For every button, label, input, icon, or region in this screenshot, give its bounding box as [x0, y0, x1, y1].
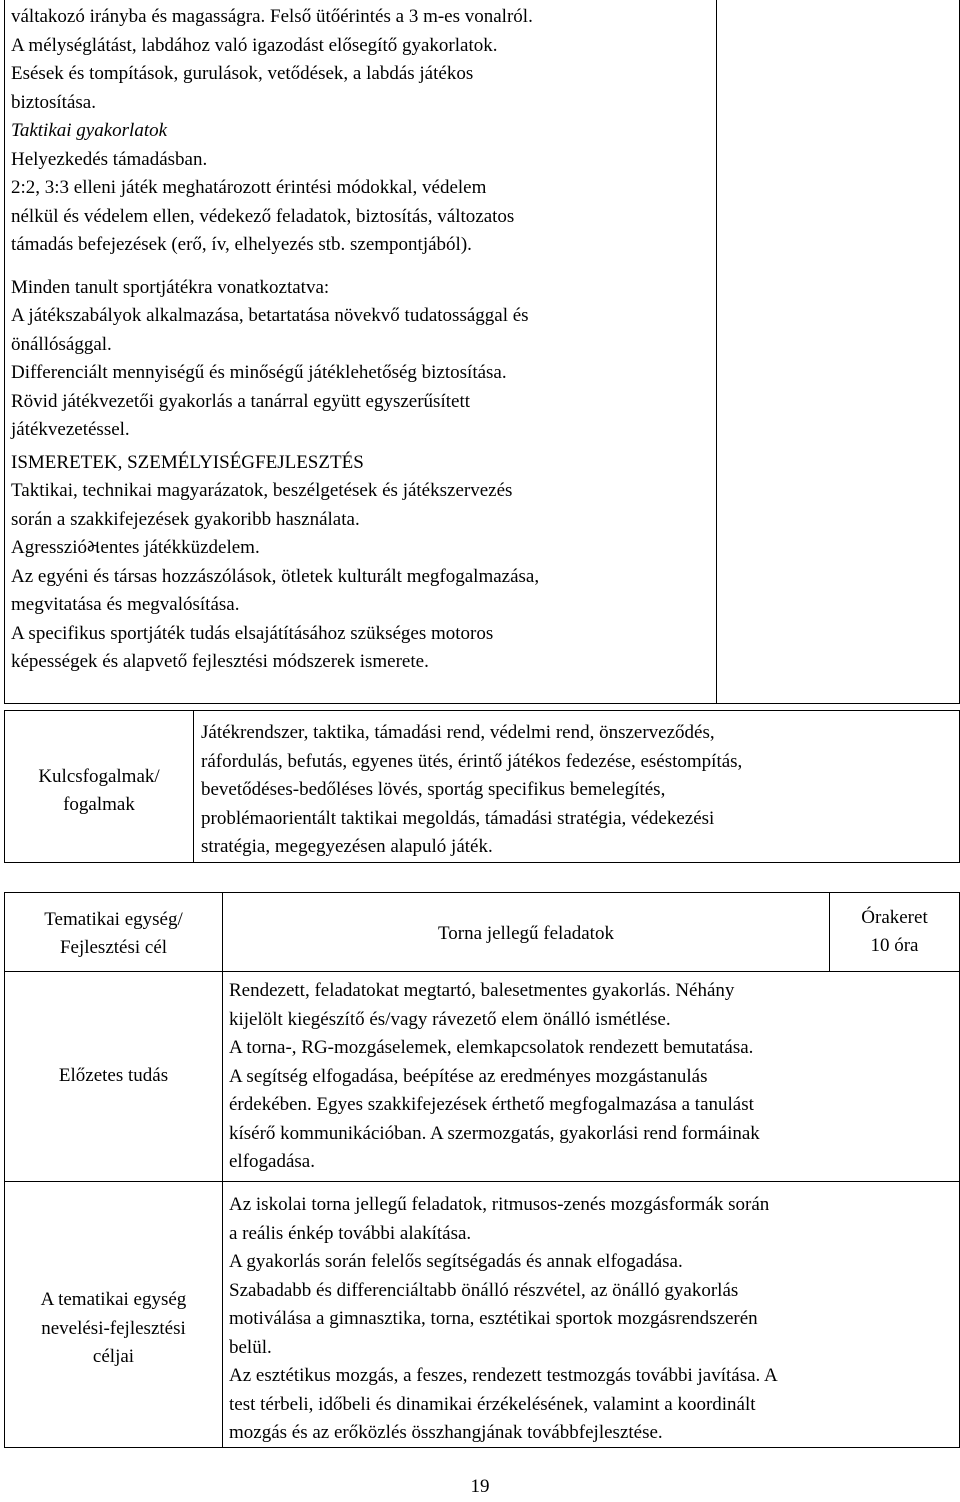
text-line: támadás befejezések (erő, ív, elhelyezés stb. szempontjából). [11, 234, 472, 255]
text-line: Minden tanult sportjátékra vonatkoztatva: [11, 276, 330, 298]
goals-text-line: test térbeli, időbeli és dinamikai érzékelésének, valamint a koordinált [229, 1393, 756, 1415]
goals-text-line: motiválása a gimnasztika, torna, esztétikai sportok mozgásrendszerén [229, 1308, 758, 1329]
goals-text-line: mozgás és az erőközlés összhangjának továbbfejlesztése. [229, 1422, 663, 1443]
key-concepts-text-line: ráfordulás, befutás, egyenes ütés, érintő játékos fedezése, eséstompítás, [201, 750, 743, 772]
goals-label [4, 1210, 223, 1448]
key-concepts-label-line: fogalmak [63, 794, 135, 815]
text-line: képességek és alapvető fejlesztési módszerek ismerete. [11, 651, 429, 672]
prior-text-line: kijelölt kiegészítő és/vagy rávezető elem önálló ismétlése. [229, 1008, 671, 1030]
top-text [11, 3, 711, 677]
prior-text-line: kísérő kommunikációban. A szermozgatás, gyakorlási rend formáinak [229, 1122, 760, 1144]
text-line: Taktikai, technikai magyarázatok, beszélgetések és játékszervezés [11, 480, 513, 501]
text-line: játékvezetéssel. [11, 419, 130, 440]
key-concepts-text-line: problémaorientált taktikai megoldás, támadási stratégia, védekezési [201, 807, 715, 829]
prior-text-line: A segítség elfogadása, beépítése az eredményes mozgástanulás [229, 1065, 708, 1087]
text-line: A specifikus sportjáték tudás elsajátításához szükséges motoros [11, 622, 494, 644]
goals-text-line: A gyakorlás során felelős segítségadás és annak elfogadása. [229, 1251, 683, 1272]
goals-text-line: Az iskolai torna jellegű feladatok, ritmusos-zenés mozgásformák során [229, 1194, 770, 1215]
goals-label-line: nevelési-fejlesztési [41, 1317, 186, 1339]
top-lines-c [11, 274, 711, 445]
unit-title [222, 892, 830, 976]
prior-text-line: A torna-, RG-mozgáselemek, elemkapcsolatok rendezett bemutatása. [229, 1037, 754, 1058]
text-line: váltakozó irányba és magasságra. Felső ütőérintés a 3 m-es vonalról. [11, 6, 533, 27]
top-lines-b [11, 146, 711, 260]
goals-label-line: A tematikai egység [40, 1289, 187, 1311]
goals-text-line: Az esztétikus mozgás, a feszes, rendezett testmozgás további javítása. A [229, 1365, 778, 1386]
unit-header-label-line: Fejlesztési cél [59, 937, 168, 958]
key-concepts-text-line: stratégia, megegyezésen alapuló játék. [201, 836, 493, 857]
prior-label-text: Előzetes tudás [58, 1065, 169, 1087]
top-lines-a [11, 3, 711, 117]
unit-header-label [4, 892, 223, 976]
hours-label: Órakeret [861, 906, 928, 928]
text-line: 2:2, 3:3 elleni játék meghatározott érintési módokkal, védelem [11, 177, 487, 198]
text-line: A játékszabályok alkalmazása, betartatása növekvő tudatossággal és [11, 305, 529, 326]
unit-title-text: Torna jellegű feladatok [438, 922, 614, 944]
text-line: Rövid játékvezetői gyakorlás a tanárral együtt egyszerűsített [11, 390, 470, 412]
text-line: Differenciált mennyiségű és minőségű játéklehetőség biztosítása. [11, 362, 507, 383]
left-column-top-empty [715, 0, 960, 704]
text-line: A mélységlátást, labdához való igazodást elősegítő gyakorlatok. [11, 34, 498, 56]
key-concepts-text [201, 719, 956, 862]
text-line: Az egyéni és társas hozzászólások, ötletek kulturált megfogalmazása, [11, 565, 540, 587]
key-concepts-label-line: Kulcsfogalmak/ [38, 765, 160, 787]
text-line: önállósággal. [11, 333, 112, 355]
goals-text-line: belül. [229, 1336, 272, 1358]
key-concepts-label [4, 716, 194, 866]
text-line: során a szakkifejezések gyakoribb használata. [11, 508, 360, 530]
goals-text [229, 1191, 957, 1448]
text-line: nélkül és védelem ellen, védekező feladatok, biztosítás, változatos [11, 205, 515, 227]
hours-value: 10 óra [870, 935, 919, 956]
prior-text-line: Rendezett, feladatokat megtartó, balesetmentes gyakorlás. Néhány [229, 980, 735, 1001]
text-line: megvitatása és megvalósítása. [11, 594, 240, 615]
key-concepts-text-line: bevetődéses-bedőléses lövés, sportág specifikus bemelegítés, [201, 779, 666, 800]
text-line: Helyezkedés támadásban. [11, 148, 208, 170]
text-line: ISMERETEK, SZEMÉLYISÉGFEJLESZTÉS [11, 451, 364, 473]
prior-text-line: érdekében. Egyes szakkifejezések érthető megfogalmazása a tanulást [229, 1094, 754, 1115]
top-lines-d [11, 449, 711, 677]
unit-header-label-line: Tematikai egység/ [44, 908, 183, 930]
goals-label-line: céljai [92, 1346, 135, 1368]
prior-text [229, 977, 957, 1177]
unit-hours [829, 890, 960, 974]
key-concepts-text-line: Játékrendszer, taktika, támadási rend, védelmi rend, önszerveződés, [201, 722, 715, 743]
text-line: Agresszióમentes játékküzdelem. [11, 537, 260, 558]
goals-text-line: Szabadabb és differenciáltabb önálló részvétel, az önálló gyakorlás [229, 1279, 739, 1301]
prior-text-line: elfogadása. [229, 1151, 315, 1172]
goals-text-line: a reális énkép további alakítása. [229, 1222, 472, 1244]
text-line: Esések és tompítások, gurulások, vetődések, a labdás játékos [11, 63, 474, 84]
page-number: 19 [470, 1476, 490, 1497]
text-line: biztosítása. [11, 91, 96, 113]
tactics-heading: Taktikai gyakorlatok [11, 120, 168, 141]
prior-label [4, 971, 223, 1182]
